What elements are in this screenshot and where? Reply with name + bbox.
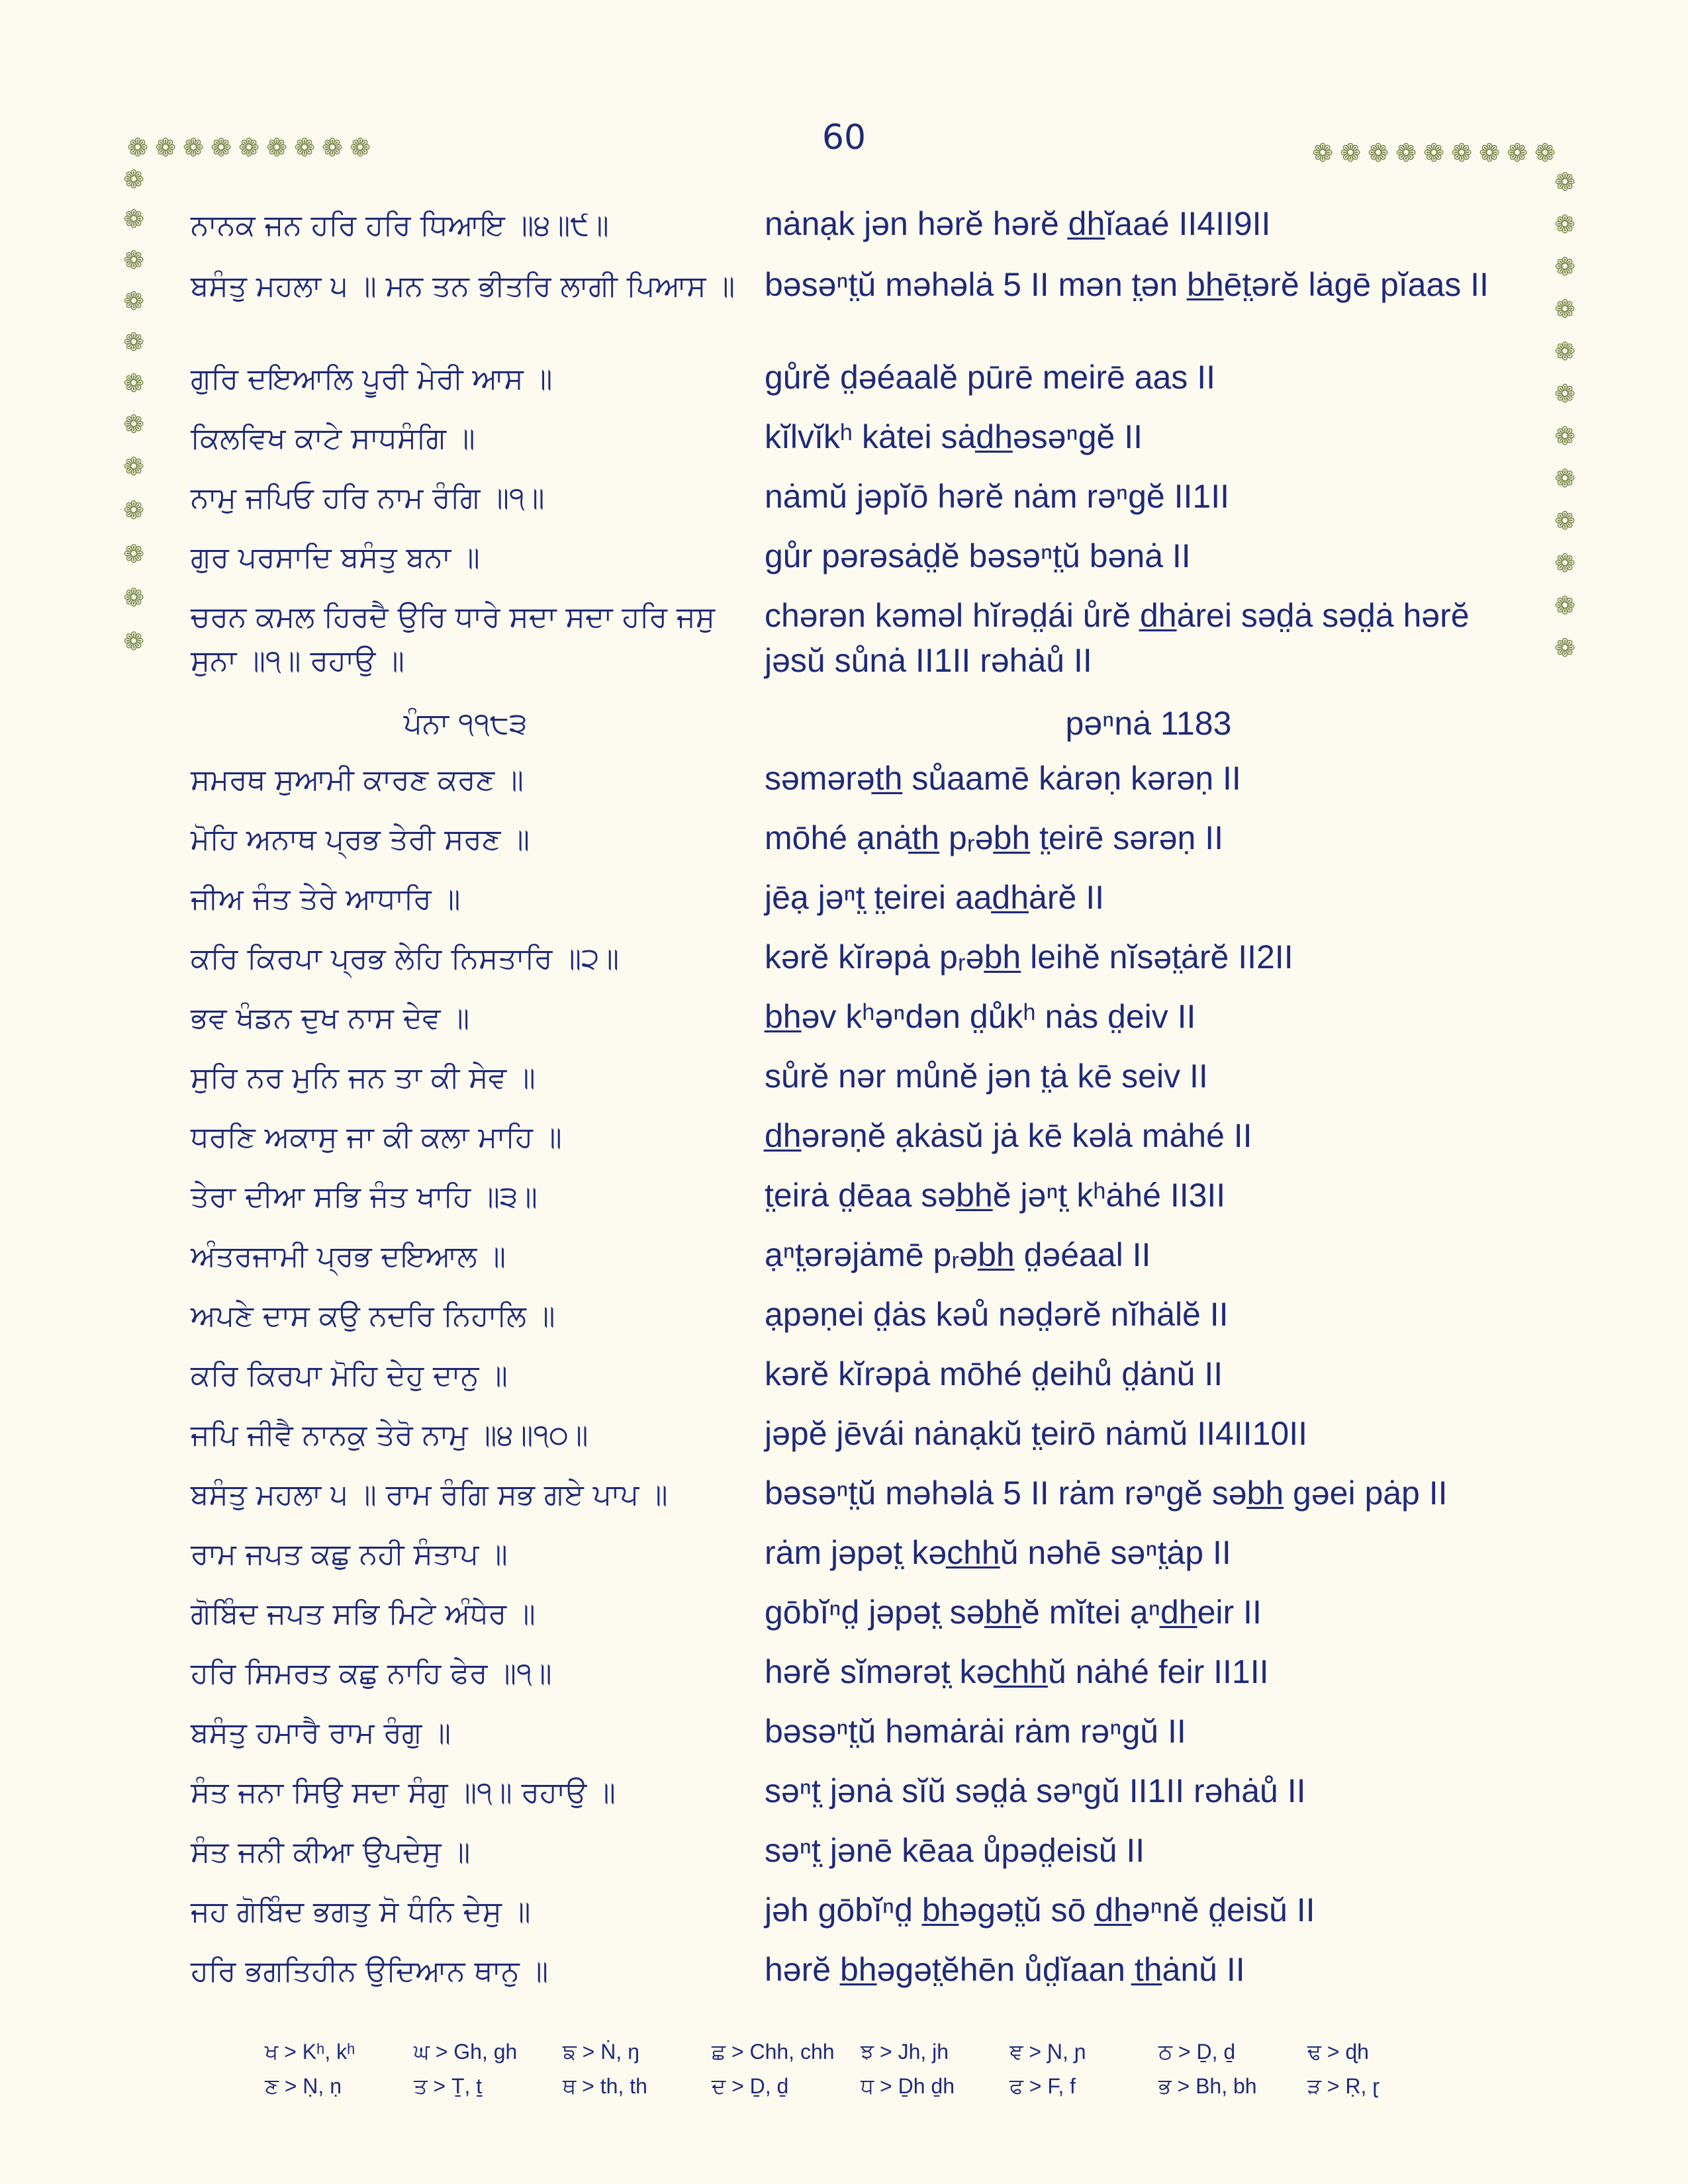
flower-icon: ❁ (1554, 591, 1575, 620)
legend-entry: ਙ > Ṅ, ŋ (563, 2040, 639, 2064)
transliteration-line: səmərət̲h̲ sůaamē kȧrəṇ kərəṇ II (765, 760, 1241, 797)
flower-icon: ❁ (123, 583, 144, 612)
gurmukhi-line: ਅਪਣੇ ਦਾਸ ਕਉ ਨਦਰਿ ਨਿਹਾਲਿ ॥ (191, 1299, 555, 1333)
gurmukhi-line: ਜਹ ਗੋਬਿੰਦ ਭਗਤੁ ਸੋ ਧੰਨਿ ਦੇਸੁ ॥ (191, 1895, 531, 1929)
transliteration-line: mōhé ạnȧt̲h̲ pᵣəb̲h̲ t̤eirē sərəṇ II (765, 819, 1223, 856)
gurmukhi-line: ਬਸੰਤੁ ਮਹਲਾ ੫ ॥ ਮਨ ਤਨ ਭੀਤਰਿ ਲਾਗੀ ਪਿਆਸ ॥ (191, 269, 735, 303)
gurmukhi-line: ਸਮਰਥ ਸੁਆਮੀ ਕਾਰਣ ਕਰਣ ॥ (191, 763, 524, 797)
flower-icon: ❁ (1554, 167, 1575, 197)
gurmukhi-line: ਮੋਹਿ ਅਨਾਥ ਪ੍ਰਭ ਤੇਰੀ ਸਰਣ ॥ (191, 823, 530, 856)
gurmukhi-line: ਕਰਿ ਕਿਰਪਾ ਪ੍ਰਭ ਲੇਹਿ ਨਿਸਤਾਰਿ ॥੨॥ (191, 942, 620, 976)
flower-icon: ❁ (1507, 138, 1528, 167)
transliteration-line: kərĕ kĭrəpȧ mōhé d̤eihů d̤ȧnŭ II (765, 1355, 1223, 1392)
transliteration-line: gůr pərəsȧd̤ĕ bəsəⁿt̤ŭ bənȧ II (765, 537, 1191, 574)
flower-icon: ❁ (123, 287, 144, 316)
flower-icon: ❁ (266, 133, 287, 162)
gurmukhi-line: ਨਾਮੁ ਜਪਿਓ ਹਰਿ ਨਾਮ ਰੰਗਿ ॥੧॥ (191, 481, 545, 515)
transliteration-line: rȧm jəpət̤ kəc̲h̲h̲ŭ nəhē səⁿt̤ȧp II (765, 1534, 1231, 1571)
transliteration-line: hərĕ b̲h̲əgət̤ĕhēn ůd̤ĭaan t̲h̲ȧnŭ II (765, 1951, 1245, 1988)
transliteration-legend (265, 2040, 1456, 2109)
transliteration-line: bəsəⁿt̤ŭ həmȧrȧi rȧm rəⁿgŭ II (765, 1713, 1186, 1750)
flower-icon: ❁ (1479, 138, 1500, 167)
gurmukhi-line: ਜੀਅ ਜੰਤ ਤੇਰੇ ਆਧਾਰਿ ॥ (191, 882, 461, 916)
gurmukhi-line: ਧਰਣਿ ਅਕਾਸੁ ਜਾ ਕੀ ਕਲਾ ਮਾਹਿ ॥ (191, 1120, 562, 1154)
gurmukhi-line: ਰਾਮ ਜਪਤ ਕਛੁ ਨਹੀ ਸੰਤਾਪ ॥ (191, 1537, 508, 1571)
transliteration-line: jəh gōbĭⁿd̤ b̲h̲əgət̤ŭ sō d̲h̲əⁿnĕ d̤eisŭ II (765, 1891, 1315, 1929)
gurmukhi-line: ਬਸੰਤੁ ਹਮਾਰੈ ਰਾਮ ਰੰਗੁ ॥ (191, 1716, 451, 1750)
gurmukhi-line: ਜਪਿ ਜੀਵੈ ਨਾਨਕੁ ਤੇਰੋ ਨਾਮੁ ॥੪॥੧੦॥ (191, 1418, 588, 1452)
gurmukhi-line: ਗੁਰ ਪਰਸਾਦਿ ਬਸੰਤੁ ਬਨਾ ॥ (191, 541, 480, 574)
flower-icon: ❁ (123, 165, 144, 194)
flower-icon: ❁ (350, 133, 371, 162)
legend-row (265, 2040, 1456, 2074)
transliteration-line: nȧmŭ jəpĭō hərĕ nȧm rəⁿgĕ II1II (765, 478, 1229, 515)
flower-icon: ❁ (1554, 464, 1575, 493)
gurmukhi-line: ਚਰਨ ਕਮਲ ਹਿਰਦੈ ਉਰਿ ਧਾਰੇ ਸਦਾ ਸਦਾ ਹਰਿ ਜਸੁ ਸੁਨਾ ॥੧॥ ਰਹਾਉ ॥ (191, 600, 715, 678)
flower-icon: ❁ (123, 539, 144, 569)
gurmukhi-line: ਕਰਿ ਕਿਰਪਾ ਮੋਹਿ ਦੇਹੁ ਦਾਨੁ ॥ (191, 1359, 508, 1392)
legend-entry: ਢ > ɖh (1307, 2040, 1369, 2064)
flower-icon: ❁ (123, 246, 144, 275)
transliteration-line: kərĕ kĭrəpȧ pᵣəb̲h̲ leihĕ nĭsət̤ȧrĕ II2II (765, 938, 1293, 976)
flower-icon: ❁ (1554, 506, 1575, 535)
flower-icon: ❁ (1554, 422, 1575, 451)
gurmukhi-line: ਹਰਿ ਸਿਮਰਤ ਕਛੁ ਨਾਹਿ ਫੇਰ ॥੧॥ (191, 1657, 552, 1690)
transliteration-line: gōbĭⁿd̤ jəpət̤ səb̲h̲ĕ mĭtei ạⁿd̲h̲eir II (765, 1594, 1262, 1631)
transliteration-line: jēạ jəⁿt̤ t̤eirei aad̲h̲ȧrĕ II (765, 879, 1104, 916)
transliteration-line: sůrĕ nər můnĕ jən t̤ȧ kē seiv II (765, 1058, 1208, 1095)
transliteration-line: chərən kəməl hĭrəd̤ái ůrĕ d̲h̲ȧrei səd̤ȧ səd̤ȧ hərĕ jəsŭ sůnȧ II1II rəhȧů II (765, 597, 1470, 679)
page-number: 60 (821, 118, 867, 158)
gurmukhi-line: ਸੰਤ ਜਨਾ ਸਿਉ ਸਦਾ ਸੰਗੁ ॥੧॥ ਰਹਾਉ ॥ (191, 1776, 616, 1809)
gurmukhi-line: ਹਰਿ ਭਗਤਿਹੀਨ ਉਦਿਆਨ ਥਾਨੁ ॥ (191, 1954, 549, 1988)
legend-entry: ਝ > Jh, jh (861, 2040, 949, 2064)
transliteration-line: kĭlvĭkʰ kȧtei sȧd̲h̲əsəⁿgĕ II (765, 418, 1143, 455)
flower-icon: ❁ (1554, 337, 1575, 366)
transliteration-line: səⁿt̤ jənē kēaa ůpəd̤eisŭ II (765, 1832, 1145, 1869)
flower-icon: ❁ (123, 369, 144, 398)
transliteration-line: bəsəⁿt̤ŭ məhəlȧ 5 II mən t̤ən b̲h̲ēt̤ərĕ lȧgē pĭaas II (765, 266, 1489, 303)
legend-entry: ਠ > Ḏ, ḏ (1158, 2040, 1236, 2064)
gurmukhi-line: ਤੇਰਾ ਦੀਆ ਸਭਿ ਜੰਤ ਖਾਹਿ ॥੩॥ (191, 1180, 538, 1214)
transliteration-line: nȧnạk jən hərĕ hərĕ d̲h̲ĭaaé II4II9II (765, 205, 1271, 242)
flower-icon: ❁ (123, 410, 144, 439)
transliteration-line: d̲h̲ərəṇĕ ạkȧsŭ jȧ kē kəlȧ mȧhé II (765, 1117, 1252, 1154)
flower-icon: ❁ (1451, 138, 1472, 167)
gurmukhi-line: ਸੁਰਿ ਨਰ ਮੁਨਿ ਜਨ ਤਾ ਕੀ ਸੇਵ ॥ (191, 1061, 536, 1095)
transliteration-line: səⁿt̤ jənȧ sĭŭ səd̤ȧ səⁿgŭ II1II rəhȧů II (765, 1772, 1306, 1809)
legend-row (265, 2074, 1456, 2109)
flower-icon: ❁ (123, 328, 144, 357)
gurmukhi-line: ਕਿਲਵਿਖ ਕਾਟੇ ਸਾਧਸੰਗਿ ॥ (191, 422, 475, 455)
flower-icon: ❁ (1554, 549, 1575, 578)
flower-icon: ❁ (322, 133, 343, 162)
legend-entry: ਛ > Chh, chh (712, 2040, 835, 2064)
flower-icon: ❁ (1312, 138, 1333, 167)
legend-entry: ਧ > Ḏh ḏh (861, 2074, 955, 2098)
flower-icon: ❁ (294, 133, 315, 162)
transliteration-line: jəpĕ jēvái nȧnạkŭ t̤eirō nȧmŭ II4II10II (765, 1415, 1307, 1452)
legend-entry: ਣ > Ṇ, ṇ (265, 2074, 342, 2098)
flower-icon: ❁ (123, 205, 144, 234)
flower-icon: ❁ (1554, 210, 1575, 239)
transliteration-line: b̲h̲əv kʰəⁿdən d̤ůkʰ nȧs d̤eiv II (765, 998, 1196, 1035)
gurmukhi-line: ਬਸੰਤੁ ਮਹਲਾ ੫ ॥ ਰਾਮ ਰੰਗਿ ਸਭ ਗਏ ਪਾਪ ॥ (191, 1478, 668, 1512)
legend-entry: ਦ > Ḏ, ḏ (712, 2074, 789, 2098)
flower-icon: ❁ (1340, 138, 1361, 167)
legend-entry: ੜ > Ṛ, ɽ (1307, 2074, 1380, 2098)
flower-icon: ❁ (1554, 252, 1575, 281)
flower-icon: ❁ (1395, 138, 1417, 167)
legend-entry: ਭ > Bh, bh (1158, 2074, 1257, 2098)
flower-icon: ❁ (155, 133, 176, 162)
gurmukhi-line: ਗੁਰਿ ਦਇਆਲਿ ਪੂਰੀ ਮੇਰੀ ਆਸ ॥ (191, 362, 553, 396)
transliteration-line: bəsəⁿt̤ŭ məhəlȧ 5 II rȧm rəⁿgĕ səb̲h̲ gəei pȧp II (765, 1475, 1448, 1512)
flower-icon: ❁ (1368, 138, 1389, 167)
page-marker-transliteration: pəⁿnȧ 1183 (1065, 705, 1232, 742)
transliteration-line: gůrĕ d̤əéaalĕ pūrē meirē aas II (765, 359, 1215, 396)
gurmukhi-line: ਸੰਤ ਜਨੀ ਕੀਆ ਉਪਦੇਸੁ ॥ (191, 1835, 471, 1869)
gurmukhi-line: ਨਾਨਕ ਜਨ ਹਰਿ ਹਰਿ ਧਿਆਇ ॥੪॥੯॥ (191, 208, 609, 242)
transliteration-line: hərĕ sĭmərət̤ kəc̲h̲h̲ŭ nȧhé feir II1II (765, 1653, 1269, 1690)
flower-icon: ❁ (1554, 295, 1575, 324)
flower-icon: ❁ (183, 133, 204, 162)
flower-icon: ❁ (211, 133, 232, 162)
flower-icon: ❁ (123, 452, 144, 481)
flower-icon: ❁ (1534, 138, 1556, 167)
flower-icon: ❁ (123, 496, 144, 525)
gurmukhi-line: ਅੰਤਰਜਾਮੀ ਪ੍ਰਭ ਦਇਆਲ ॥ (191, 1240, 506, 1273)
transliteration-line: ạⁿt̤ərəjȧmē pᵣəb̲h̲ d̤əéaal II (765, 1236, 1151, 1273)
transliteration-line: ạpəṇei d̤ȧs kəů nəd̤ərĕ nĭhȧlĕ II (765, 1296, 1229, 1333)
legend-entry: ਖ > Kʰ, kʰ (265, 2040, 355, 2064)
page-marker-gurmukhi: ਪੰਨਾ ੧੧੮੩ (403, 707, 528, 741)
gurmukhi-line: ਗੋਬਿੰਦ ਜਪਤ ਸਭਿ ਮਿਟੇ ਅੰਧੇਰ ॥ (191, 1597, 536, 1631)
legend-entry: ਞ > Ɲ, ɲ (1009, 2040, 1086, 2064)
flower-icon: ❁ (1554, 379, 1575, 408)
legend-entry: ਫ > F, f (1009, 2074, 1076, 2098)
legend-entry: ਘ > Gh, gh (414, 2040, 518, 2064)
legend-entry: ਥ > th, th (563, 2074, 647, 2098)
flower-icon: ❁ (238, 133, 259, 162)
transliteration-line: t̤eirȧ d̤ēaa səb̲h̲ĕ jəⁿt̤ kʰȧhé II3II (765, 1177, 1226, 1214)
flower-icon: ❁ (1423, 138, 1444, 167)
flower-icon: ❁ (127, 133, 148, 162)
flower-icon: ❁ (123, 627, 144, 656)
legend-entry: ਤ > Ṯ, ṯ (414, 2074, 483, 2098)
gurmukhi-line: ਭਵ ਖੰਡਨ ਦੁਖ ਨਾਸ ਦੇਵ ॥ (191, 1001, 470, 1035)
flower-icon: ❁ (1554, 633, 1575, 662)
